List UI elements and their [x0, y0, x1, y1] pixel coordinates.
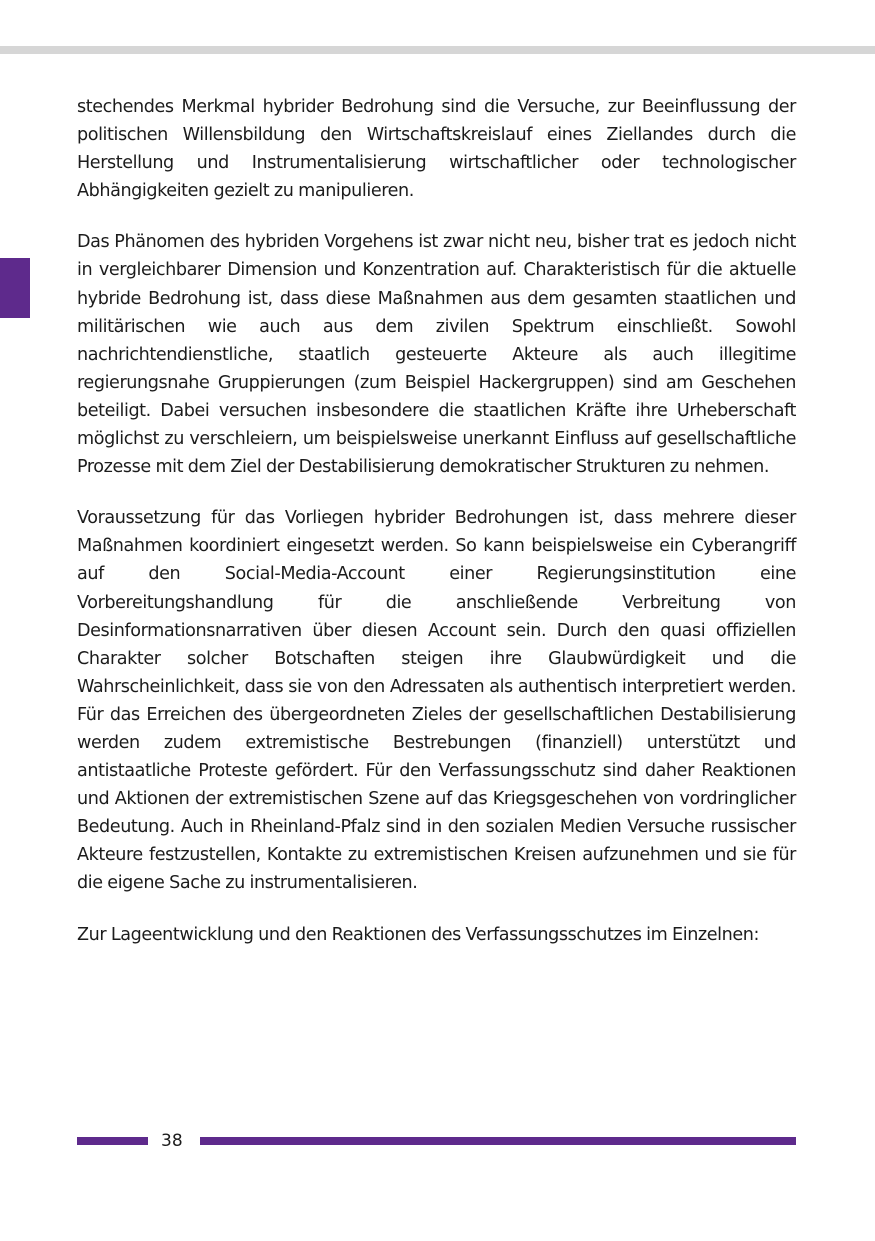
- chapter-tab-marker: [0, 258, 30, 318]
- footer-bar-left: [77, 1137, 148, 1145]
- paragraph-3: Voraussetzung für das Vorliegen hybrider Bedrohungen ist, dass mehrere dieser Maßnahmen koordiniert eingesetzt werden. So kann beispielsweise ein Cyberangriff auf den Social-Media-Account einer Regierungsinstitution eine Vorbereitungshandlung für die anschließende Verbreitung von Desinformationsnarrativen über diesen Account sein. Durch den quasi offiziellen Charakter solcher Botschaften steigen ihre Glaubwürdigkeit und die Wahrscheinlichkeit, dass sie von den Adressaten als authentisch interpretiert werden. Für das Erreichen des übergeordneten Zieles der gesellschaftlichen Destabilisierung werden zudem extremistische Bestrebungen (finanziell) unterstützt und antistaatliche Proteste gefördert. Für den Verfassungsschutz sind daher Reaktionen und Aktionen der extremistischen Szene auf das Kriegsgeschehen von vordringlicher Bedeutung. Auch in Rheinland-Pfalz sind in den sozialen Medien Versuche russischer Akteure festzustellen, Kontakte zu extremistischen Kreisen aufzunehmen und sie für die eigene Sache zu instrumentalisieren.: [77, 508, 796, 894]
- footer-bar-right: [200, 1137, 796, 1145]
- header-divider: [0, 46, 875, 54]
- paragraph-4: Zur Lageentwicklung und den Reaktionen des Verfassungsschutzes im Einzelnen:: [77, 924, 759, 945]
- paragraph-1: stechendes Merkmal hybrider Bedrohung sind die Versuche, zur Beeinflussung der politischen Willensbildung den Wirtschaftskreislauf eines Ziellandes durch die Herstellung und Instrumentalisierung wirtschaftlicher oder technologischer Abhängigkeiten gezielt zu manipulieren.: [77, 97, 796, 202]
- page-number: 38: [161, 1131, 183, 1151]
- body-text: [77, 93, 796, 972]
- page-footer: [77, 1129, 796, 1153]
- paragraph-2: Das Phänomen des hybriden Vorgehens ist zwar nicht neu, bisher trat es jedoch nicht in vergleichbarer Dimension und Konzentration auf. Charakteristisch für die aktuelle hybride Bedrohung ist, dass diese Maßnahmen aus dem gesamten staatlichen und militärischen wie auch aus dem zivilen Spektrum einschließt. Sowohl nachrichtendienstliche, staatlich gesteuerte Akteure als auch illegitime regierungsnahe Gruppierungen (zum Beispiel Hackergruppen) sind am Geschehen beteiligt. Dabei versuchen insbesondere die staatlichen Kräfte ihre Urheberschaft möglichst zu verschleiern, um beispielsweise unerkannt Einfluss auf gesellschaftliche Prozesse mit dem Ziel der Destabilisierung demokratischer Strukturen zu nehmen.: [77, 232, 796, 478]
